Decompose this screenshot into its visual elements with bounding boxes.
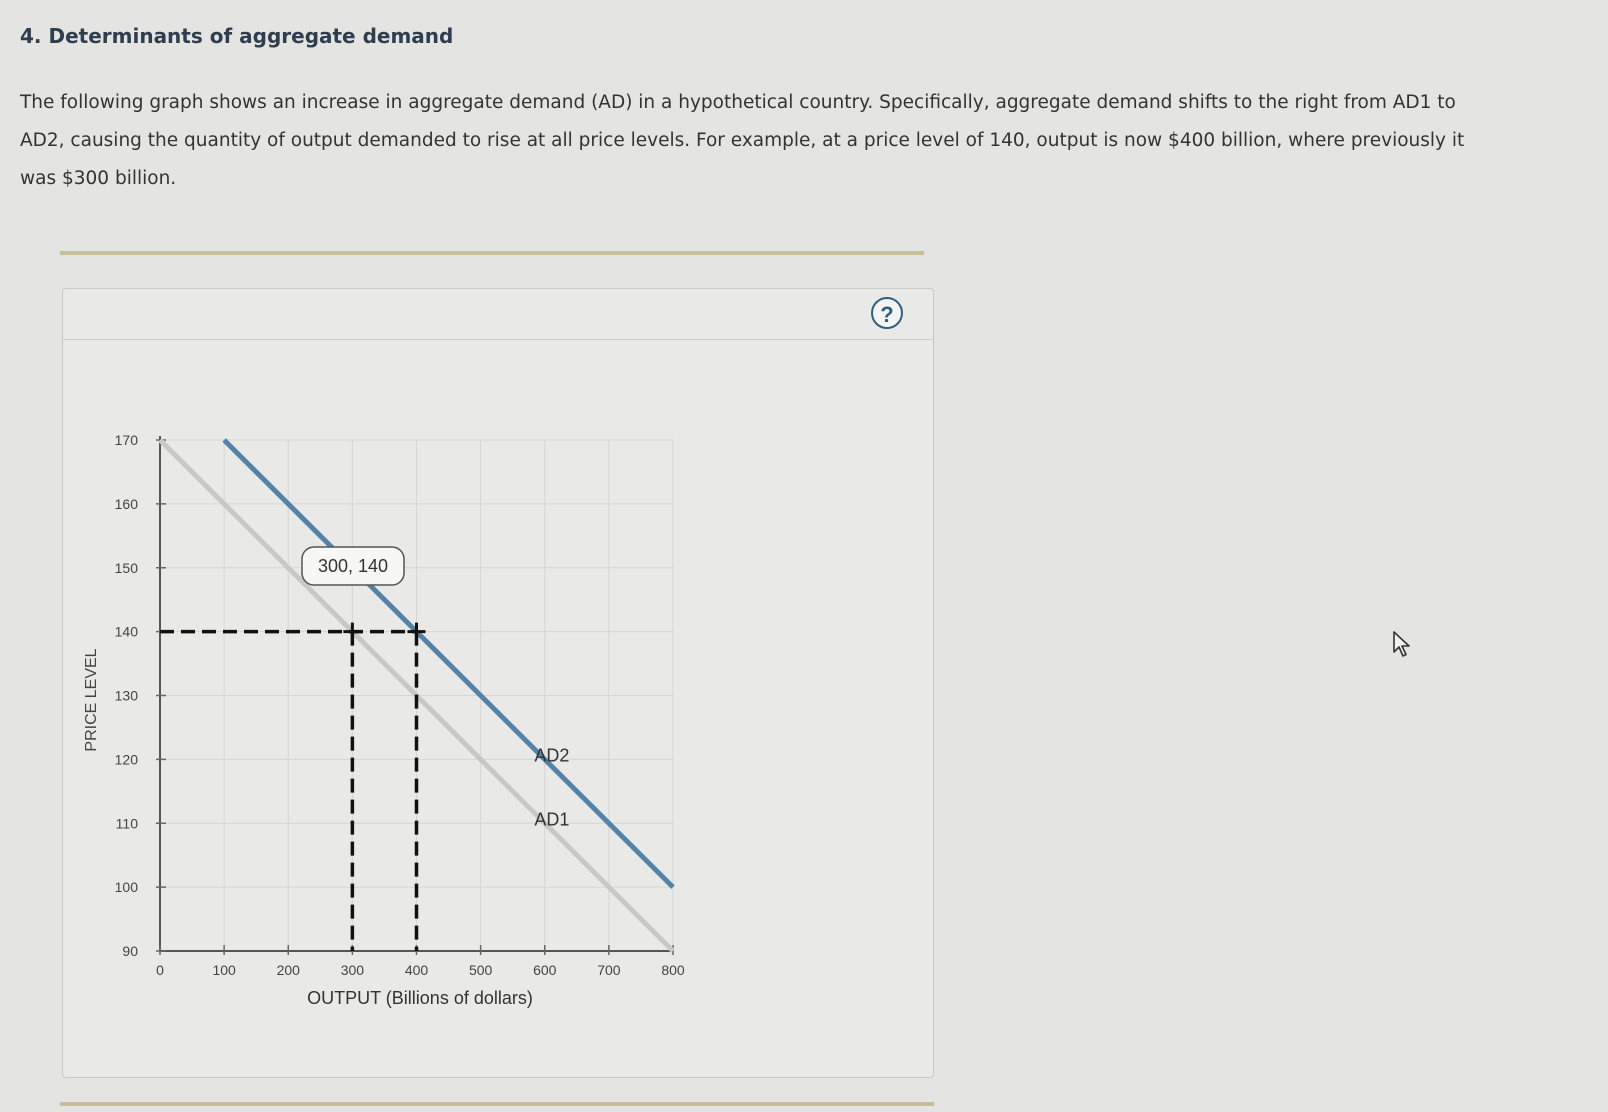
mouse-pointer-icon (1392, 630, 1414, 663)
x-tick-label: 800 (661, 962, 685, 978)
series-label-ad1: AD1 (534, 809, 570, 830)
x-tick-label: 400 (404, 962, 429, 978)
x-tick-label: 300 (340, 962, 365, 978)
x-tick-label: 500 (468, 962, 493, 978)
chart-markers (160, 623, 426, 951)
y-tick-label: 140 (114, 623, 138, 640)
question-heading: 4. Determinants of aggregate demand (20, 24, 454, 48)
y-tick-label: 110 (115, 815, 138, 832)
y-tick-label: 100 (114, 879, 138, 896)
y-tick-label: 130 (114, 687, 138, 704)
series-ad2-line (224, 440, 673, 887)
y-tick-label: 90 (122, 943, 138, 959)
question-intro: The following graph shows an increase in aggregate demand (AD) in a hypothetical country. Specifically, aggregate demand shifts to the right from AD1 to AD2, causing the quantity of output demanded to rise at all price levels. For example, at a price level of 140, output is now $400 billion, where previously it was $300 billion. (20, 92, 1465, 189)
question-circle-icon[interactable]: ? (871, 297, 903, 329)
y-axis-label: PRICE LEVEL (83, 648, 100, 752)
x-tick-label: 0 (156, 962, 164, 978)
y-tick-label: 120 (114, 751, 138, 768)
tooltip-text: 300, 140 (317, 556, 389, 576)
y-tick-label: 170 (114, 432, 138, 448)
x-tick-label: 600 (533, 962, 557, 978)
series-label-ad2: AD2 (534, 745, 570, 766)
x-tick-label: 200 (276, 962, 300, 978)
x-tick-label: 700 (597, 962, 621, 978)
x-axis-label: OUTPUT (Billions of dollars) (307, 988, 533, 1008)
x-tick-label: 100 (212, 962, 236, 978)
chart-axes (115, 432, 685, 978)
tooltip (302, 547, 404, 585)
y-tick-label: 150 (114, 559, 138, 576)
divider-bottom (60, 1102, 934, 1106)
y-tick-label: 160 (114, 495, 138, 512)
